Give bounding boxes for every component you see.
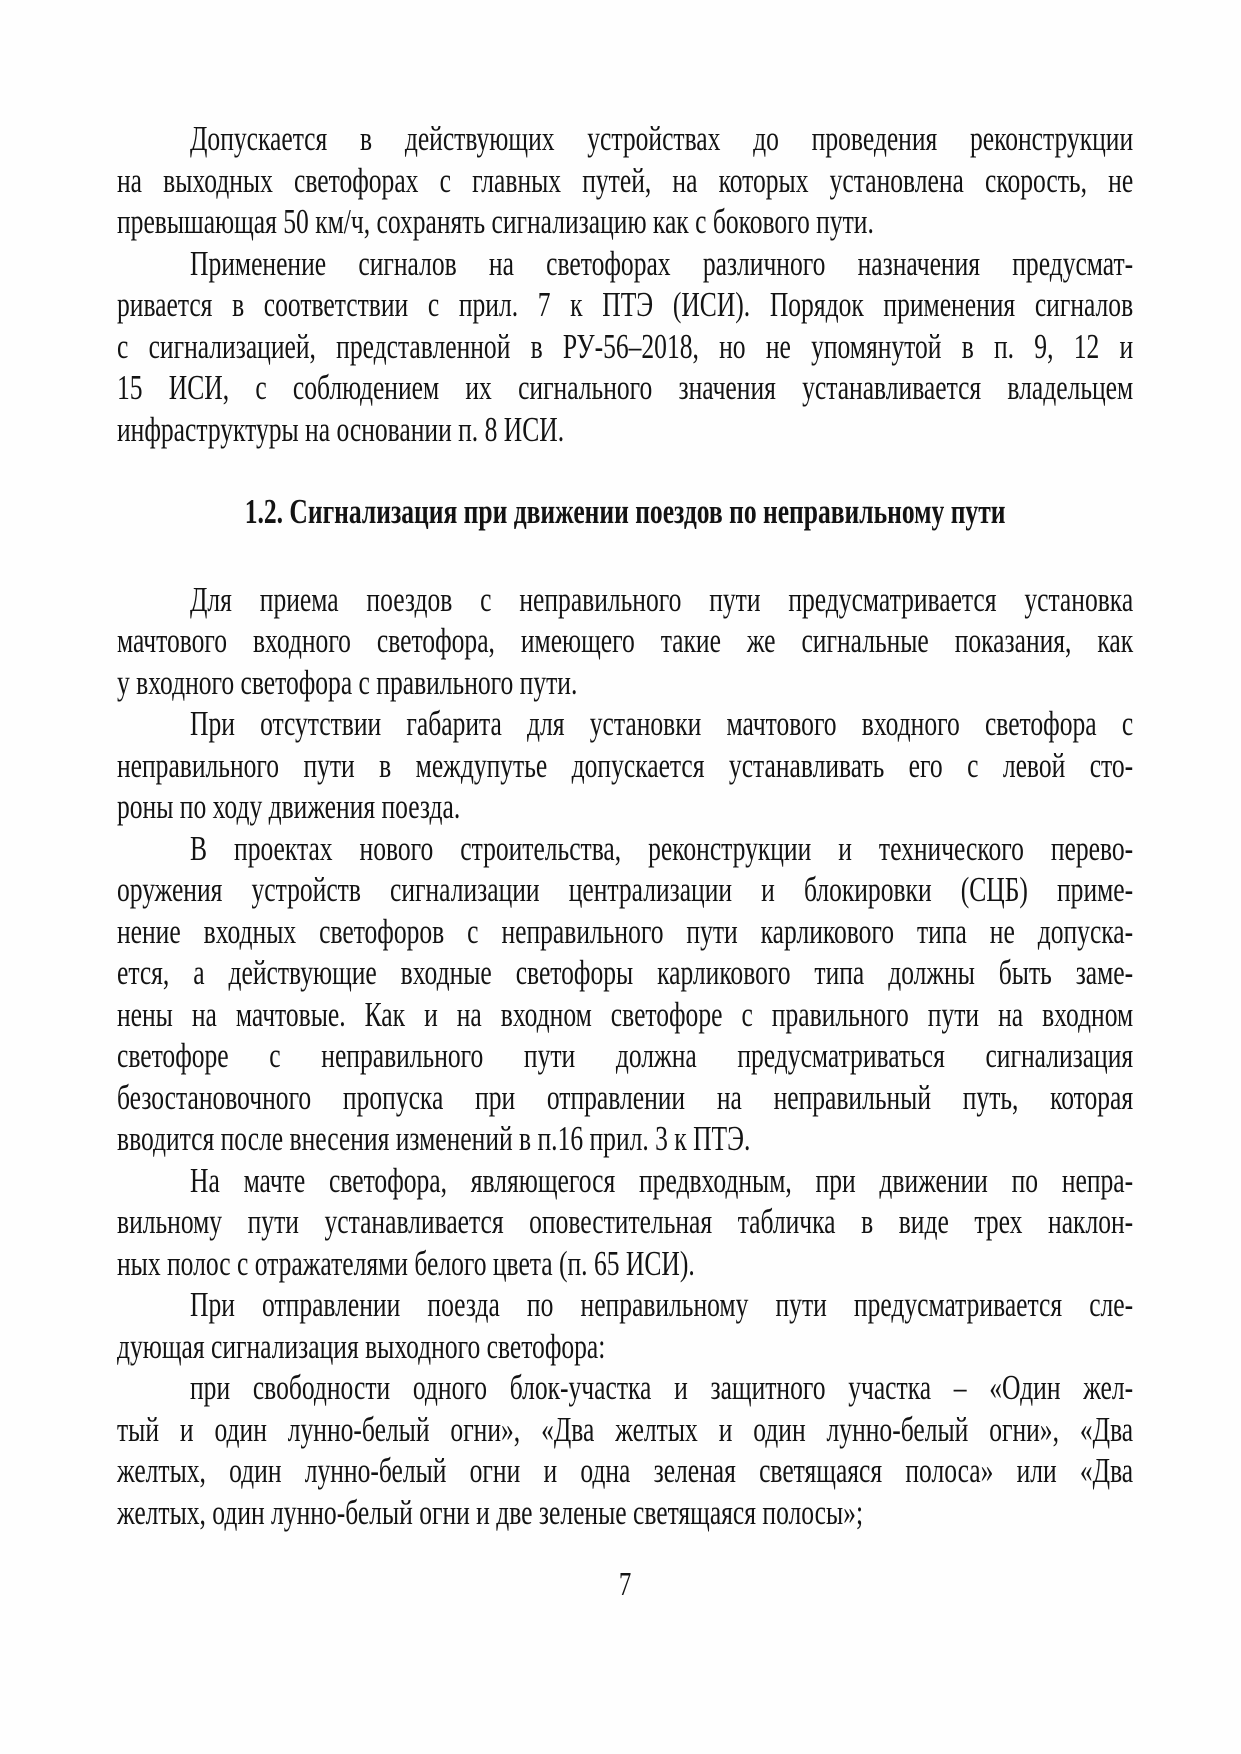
text-line: инфраструктуры на основании п. 8 ИСИ. xyxy=(117,409,565,449)
text-line: дующая сигнализация выходного светофора: xyxy=(117,1326,606,1366)
text-line: тый и один лунно-белый огни», «Два желтых и один лунно-белый огни», «Два xyxy=(117,1409,1134,1449)
text-line: желтых, один лунно-белый огни и две зеленые светящаяся полосы»; xyxy=(117,1492,864,1532)
text-line: Допускается в действующих устройствах до проведения реконструкции xyxy=(190,119,1134,158)
text-line: ется, а действующие входные светофоры карликового типа должны быть заме- xyxy=(117,953,1134,992)
section-heading: 1.2. Сигнализация при движении поездов по неправильному пути xyxy=(244,492,1006,531)
text-line: вводится после внесения изменений в п.16 прил. 3 к ПТЭ. xyxy=(117,1119,751,1158)
paragraph xyxy=(117,1367,1133,1533)
text-line: Применение сигналов на светофорах различного назначения предусмат- xyxy=(190,243,1134,283)
text-line: безостановочного пропуска при отправлении на неправильный путь, которая xyxy=(117,1077,1134,1117)
text-line: ных полос с отражателями белого цвета (п. 65 ИСИ). xyxy=(117,1243,695,1283)
paragraph xyxy=(117,243,1133,451)
text-line: неправильного пути в междупутье допускается устанавливать его с левой сто- xyxy=(117,745,1134,785)
paragraph xyxy=(117,1284,1133,1367)
text-line: мачтового входного светофора, имеющего такие же сигнальные показания, как xyxy=(117,621,1134,660)
text-line: желтых, один лунно-белый огни и одна зеленая светящаяся полоса» или «Два xyxy=(117,1451,1134,1490)
text-line: оружения устройств сигнализации централизации и блокировки (СЦБ) приме- xyxy=(117,870,1134,909)
text-line: светофоре с неправильного пути должна предусматриваться сигнализация xyxy=(117,1036,1134,1075)
text-line: превышающая 50 км/ч, сохранять сигнализацию как с бокового пути. xyxy=(117,202,874,241)
text-line: На мачте светофора, являющегося предвходным, при движении по непра- xyxy=(190,1160,1134,1200)
text-line: 15 ИСИ, с соблюдением их сигнального значения устанавливается владельцем xyxy=(117,368,1134,407)
text-line: на выходных светофорах с главных путей, на которых установлена скорость, не xyxy=(117,160,1134,200)
text-line: с сигнализацией, представленной в РУ-56–2018, но не упомянутой в п. 9, 12 и xyxy=(117,326,1134,366)
text-line: В проектах нового строительства, реконструкции и технического перево- xyxy=(190,828,1134,868)
text-line: Для приема поездов с неправильного пути предусматривается установка xyxy=(190,579,1134,619)
text-line: нение входных светофоров с неправильного пути карликового типа не допуска- xyxy=(117,911,1134,951)
text-line: При отсутствии габарита для установки мачтового входного светофора с xyxy=(190,704,1134,743)
text-line: вильному пути устанавливается оповестительная табличка в виде трех наклон- xyxy=(117,1202,1134,1241)
text-line: нены на мачтовые. Как и на входном светофоре с правильного пути на входном xyxy=(117,994,1134,1034)
text-block xyxy=(117,118,1133,1606)
page-content xyxy=(117,118,1133,1533)
text-line: ривается в соответствии с прил. 7 к ПТЭ (ИСИ). Порядок применения сигналов xyxy=(117,285,1134,324)
text-line: роны по ходу движения поезда. xyxy=(117,787,461,826)
paragraph xyxy=(117,118,1133,243)
text-line: При отправлении поезда по неправильному пути предусматривается сле- xyxy=(190,1285,1134,1324)
text-line: у входного светофора с правильного пути. xyxy=(117,662,578,702)
paragraph xyxy=(117,579,1133,704)
paragraph xyxy=(117,1160,1133,1285)
paragraph xyxy=(117,828,1133,1160)
text-line: при свободности одного блок-участка и защитного участка – «Один жел- xyxy=(190,1368,1134,1407)
paragraph xyxy=(117,703,1133,828)
page-number: 7 xyxy=(618,1566,632,1603)
